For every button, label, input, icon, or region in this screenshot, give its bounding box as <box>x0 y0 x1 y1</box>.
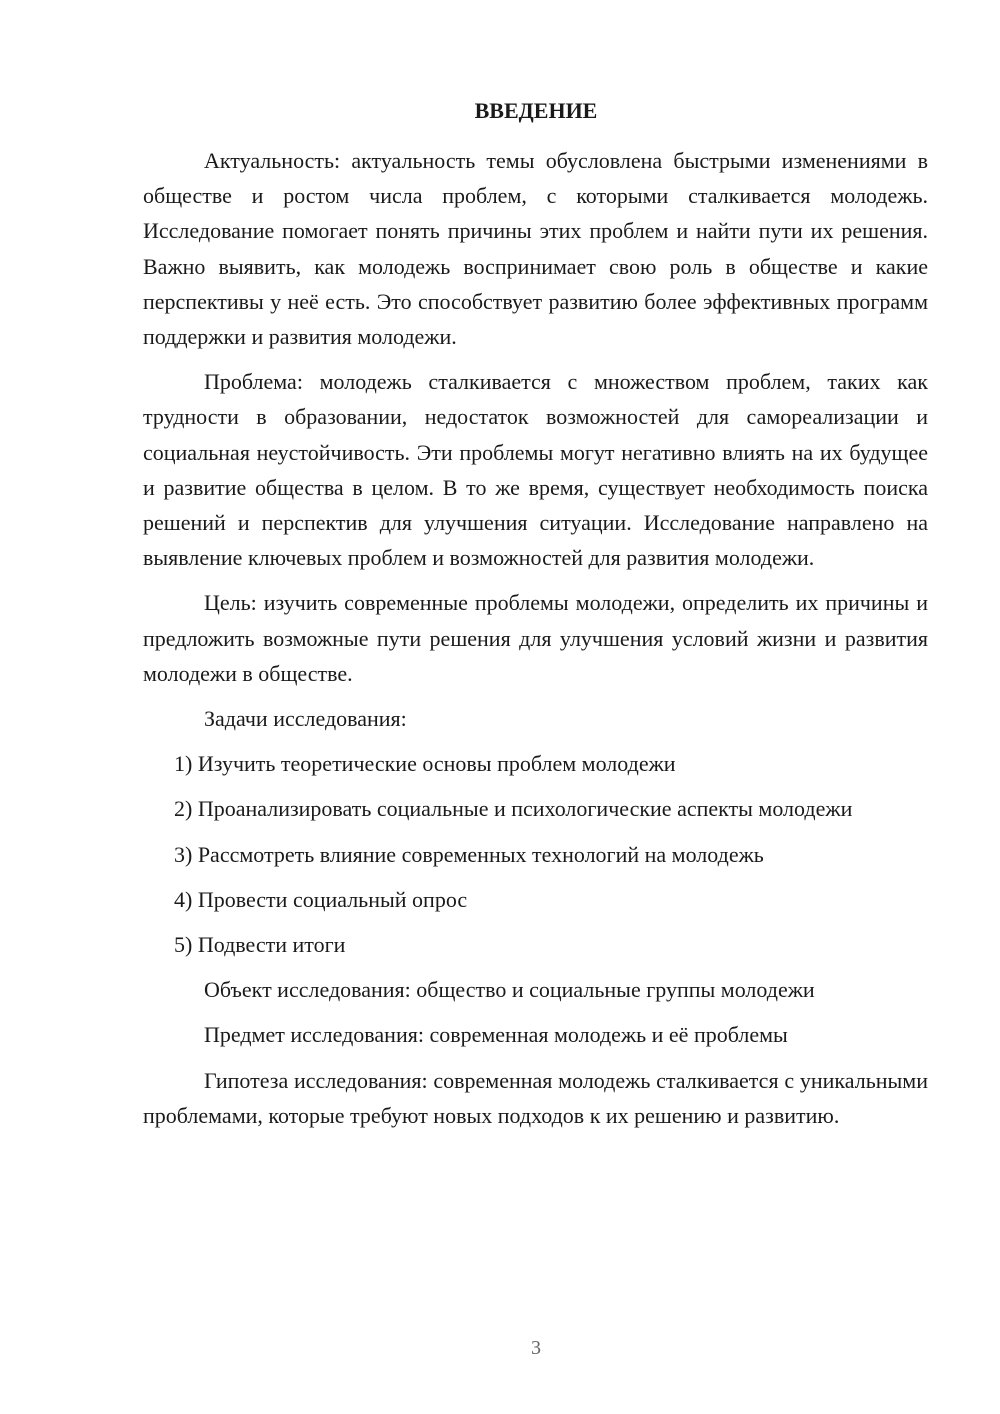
task-item-4: 4) Провести социальный опрос <box>174 886 468 912</box>
task-item-2: 2) Проанализировать социальные и психологические аспекты молодежи <box>174 796 853 822</box>
paragraph-object: Объект исследования: общество и социальные группы молодежи <box>204 977 815 1003</box>
document-body <box>143 143 928 1143</box>
page-number: 3 <box>531 1337 541 1359</box>
paragraph-subject: Предмет исследования: современная молодежь и её проблемы <box>204 1022 788 1048</box>
paragraph-hypothesis: Гипотеза исследования: современная молодежь сталкивается с уникальными проблемами, которые требуют новых подходов к их решению и развитию. <box>143 1067 928 1128</box>
task-item-3: 3) Рассмотреть влияние современных технологий на молодежь <box>174 841 764 867</box>
paragraph-tasks-intro: Задачи исследования: <box>204 706 407 732</box>
paragraph-relevance: Актуальность: актуальность темы обусловлена быстрыми изменениями в обществе и ростом числа проблем, с которыми сталкивается молодежь. Исследование помогает понять причины этих проблем и найти пути их решения. Важно выявить, как молодежь воспринимает свою роль в обществе и какие перспективы у неё есть. Это способствует развитию более эффективных программ поддержки и развития молодежи. <box>143 148 928 350</box>
paragraph-problem: Проблема: молодежь сталкивается с множеством проблем, таких как трудности в образовании, недостаток возможностей для самореализации и социальная неустойчивость. Эти проблемы могут негативно влиять на их будущее и развитие общества в целом. В то же время, существует необходимость поиска решений и перспектив для улучшения ситуации. Исследование направлено на выявление ключевых проблем и возможностей для развития молодежи. <box>143 369 928 571</box>
task-item-1: 1) Изучить теоретические основы проблем молодежи <box>174 751 676 777</box>
task-item-5: 5) Подвести итоги <box>174 932 346 958</box>
paragraph-goal: Цель: изучить современные проблемы молодежи, определить их причины и предложить возможные пути решения для улучшения условий жизни и развития молодежи в обществе. <box>143 590 928 686</box>
section-heading: ВВЕДЕНИЕ <box>474 98 598 123</box>
